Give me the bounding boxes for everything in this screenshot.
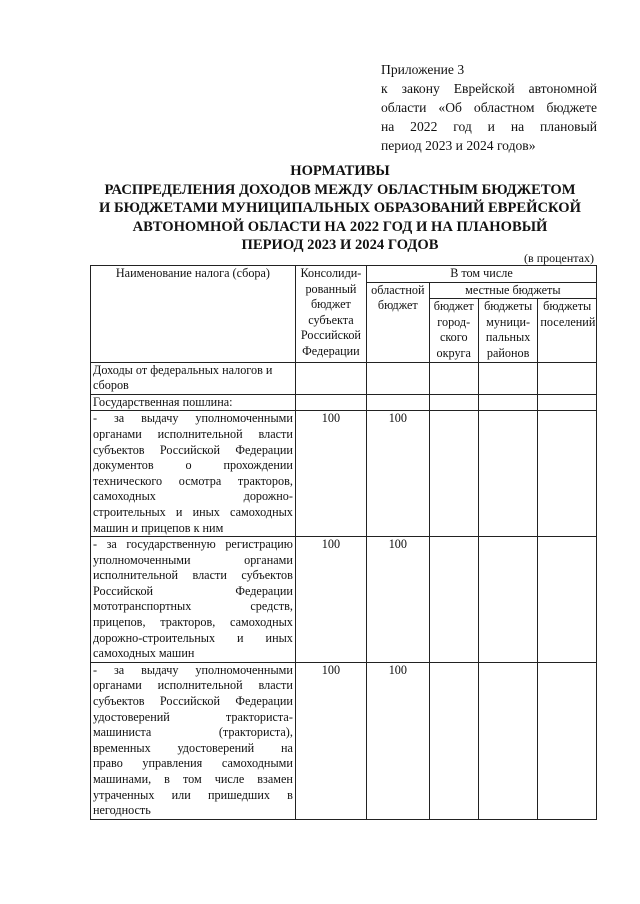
consolidated-cell [295,394,366,411]
header-local-budgets: местные бюджеты [429,282,596,299]
header-city-district-budget: бюджет город- ского округа [429,299,478,362]
regional-cell [366,394,429,411]
title-line: АВТОНОМНОЙ ОБЛАСТИ НА 2022 ГОД И НА ПЛАНОВЫЙ [132,218,548,235]
settlements-cell [538,662,597,819]
header-consolidated-budget: Консолиди- рованный бюджет субъекта Российской Федерации [295,266,366,363]
annex-line: к закону Еврейской автономной [381,81,597,96]
table-row [91,662,597,819]
settlements-cell [538,537,597,663]
table-row [91,411,597,537]
city-district-cell [429,662,478,819]
annex-line: на 2022 год и на плановый [381,119,597,134]
municipal-districts-cell [478,662,538,819]
table-row [91,537,597,663]
title-line: И БЮДЖЕТАМИ МУНИЦИПАЛЬНЫХ ОБРАЗОВАНИЙ ЕВРЕЙСКОЙ [99,200,581,216]
regional-cell [366,362,429,394]
consolidated-cell: 100 [295,411,366,537]
header-regional-budget: областной бюджет [366,282,429,362]
tax-name-cell: - за выдачу уполномоченными органами исполнительной власти субъектов Российской Федерации документов о прохождении технического осмотра тракторов, самоходных дорожно- строительных и иных самоходных машин и прицепов к ним [91,411,296,537]
title-line: ПЕРИОД 2023 И 2024 ГОДОВ [241,237,439,253]
settlements-cell [538,362,597,394]
header-settlements-budgets: бюджеты поселений [538,299,597,362]
regional-cell: 100 [366,411,429,537]
header-tax-name: Наименование налога (сбора) [91,266,296,363]
regional-cell: 100 [366,662,429,819]
table-row [91,394,597,411]
table-row [91,362,597,394]
settlements-cell [538,411,597,537]
municipal-districts-cell [478,411,538,537]
header-including: В том числе [366,266,596,283]
municipal-districts-cell [478,394,538,411]
annex-line: период 2023 и 2024 годов» [381,138,536,153]
annex-reference [381,60,597,155]
tax-name-cell: Доходы от федеральных налогов и сборов [91,362,296,394]
consolidated-cell: 100 [295,662,366,819]
consolidated-cell: 100 [295,537,366,663]
title-line: РАСПРЕДЕЛЕНИЯ ДОХОДОВ МЕЖДУ ОБЛАСТНЫМ БЮДЖЕТОМ [104,181,576,198]
header-municipal-districts-budgets: бюджеты муници- пальных районов [478,299,538,362]
municipal-districts-cell [478,362,538,394]
city-district-cell [429,394,478,411]
tax-name-cell: - за государственную регистрацию уполномоченными органами исполнительной власти субъектов Российской Федерации мототранспортных средств, прицепов, тракторов, самоходных дорожно-строительных и иных самоходных машин [91,537,296,663]
city-district-cell [429,411,478,537]
units-note: (в процентах) [524,251,594,265]
municipal-districts-cell [478,537,538,663]
consolidated-cell [295,362,366,394]
tax-name-cell: Государственная пошлина: [91,394,296,411]
settlements-cell [538,394,597,411]
regional-cell: 100 [366,537,429,663]
document-title [80,162,600,255]
annex-line: Приложение 3 [381,62,465,77]
city-district-cell [429,537,478,663]
annex-line: области «Об областном бюджете [381,100,597,115]
title-line: НОРМАТИВЫ [290,163,390,179]
tax-name-cell: - за выдачу уполномоченными органами исполнительной власти субъектов Российской Федерации удостоверений тракториста- машиниста (тракториста), временных удостоверений на право управления самоходными машинами, в том числе взамен утраченных или пришедших в негодность [91,662,296,819]
city-district-cell [429,362,478,394]
distribution-table [90,265,597,820]
